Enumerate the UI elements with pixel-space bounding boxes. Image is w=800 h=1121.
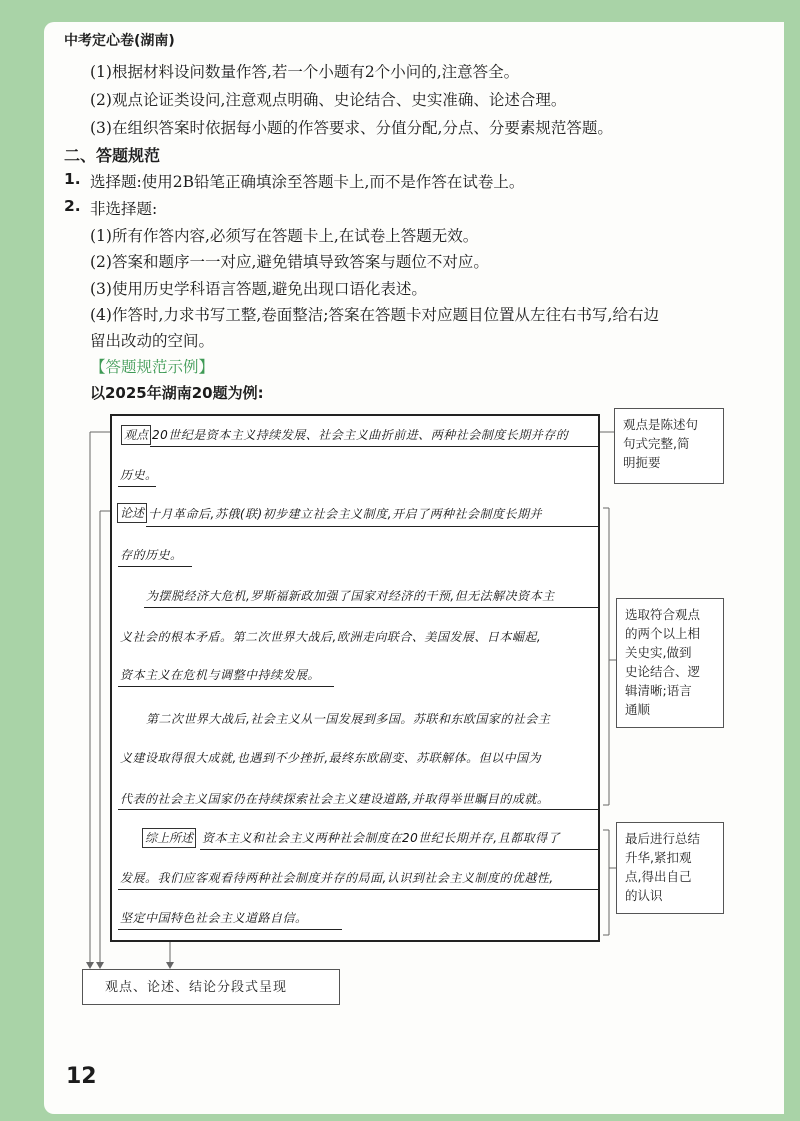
tag-conclusion: 综上所述 bbox=[142, 828, 196, 848]
example-intro: 以2025年湖南20题为例: bbox=[90, 384, 264, 402]
underline bbox=[118, 566, 192, 567]
text-line: (1)所有作答内容,必须写在答题卡上,在试卷上答题无效。 bbox=[90, 227, 479, 245]
note-line: 句式完整,简 bbox=[623, 436, 690, 451]
underline bbox=[150, 446, 598, 447]
answer-line: 义建设取得很大成就,也遇到不少挫折,最终东欧剧变、苏联解体。但以中国为 bbox=[120, 751, 542, 765]
section-heading: 二、答题规范 bbox=[64, 146, 161, 165]
text-line: 留出改动的空间。 bbox=[90, 332, 215, 350]
underline bbox=[118, 929, 342, 930]
page-header: 中考定心卷(湖南) bbox=[64, 33, 175, 49]
text-line: (2)观点论证类设问,注意观点明确、史论结合、史实准确、论述合理。 bbox=[90, 91, 567, 109]
tag-argument: 论述 bbox=[117, 503, 147, 523]
underline bbox=[144, 607, 598, 608]
underline bbox=[118, 486, 156, 487]
answer-line: 历史。 bbox=[120, 468, 158, 482]
underline bbox=[118, 889, 598, 890]
answer-line: 十月革命后,苏俄(联)初步建立社会主义制度,开启了两种社会制度长期并 bbox=[148, 507, 542, 521]
note-line: 升华,紧扣观 bbox=[625, 850, 692, 865]
text-line: 非选择题: bbox=[90, 200, 158, 218]
text-line: (3)在组织答案时依据每小题的作答要求、分值分配,分点、分要素规范答题。 bbox=[90, 119, 613, 137]
note-line: 的认识 bbox=[625, 888, 663, 903]
answer-line: 资本主义和社会主义两种社会制度在20世纪长期并存,且都取得了 bbox=[202, 831, 561, 845]
answer-line: 资本主义在危机与调整中持续发展。 bbox=[120, 668, 321, 682]
tag-viewpoint: 观点 bbox=[121, 425, 151, 445]
text-line: (1)根据材料设问数量作答,若一个小题有2个小问的,注意答全。 bbox=[90, 63, 520, 81]
structure-note: 观点、论述、结论分段式呈现 bbox=[82, 969, 340, 1005]
underline bbox=[118, 809, 598, 810]
note-line: 选取符合观点 bbox=[625, 607, 701, 622]
note-line: 的两个以上相 bbox=[625, 626, 701, 641]
underline bbox=[146, 526, 598, 527]
note-argument bbox=[616, 598, 724, 728]
answer-line: 存的历史。 bbox=[120, 548, 183, 562]
example-title: 【答题规范示例】 bbox=[90, 358, 215, 376]
item-number: 2. bbox=[64, 197, 81, 215]
note-line: 关史实,做到 bbox=[625, 645, 692, 660]
note-conclusion bbox=[616, 822, 724, 914]
note-line: 辑清晰;语言 bbox=[625, 683, 692, 698]
item-number: 1. bbox=[64, 170, 81, 188]
text-line: (2)答案和题序一一对应,避免错填导致答案与题位不对应。 bbox=[90, 253, 489, 271]
note-line: 最后进行总结 bbox=[625, 831, 701, 846]
answer-line: 义社会的根本矛盾。第二次世界大战后,欧洲走向联合、美国发展、日本崛起, bbox=[120, 630, 542, 644]
answer-line: 20世纪是资本主义持续发展、社会主义曲折前进、两种社会制度长期并存的 bbox=[152, 428, 569, 442]
underline bbox=[200, 849, 598, 850]
underline bbox=[118, 686, 334, 687]
note-line: 明扼要 bbox=[623, 455, 661, 470]
text-line: (3)使用历史学科语言答题,避免出现口语化表述。 bbox=[90, 280, 427, 298]
answer-line: 坚定中国特色社会主义道路自信。 bbox=[120, 911, 308, 925]
note-line: 史论结合、逻 bbox=[625, 664, 701, 679]
text-line: 选择题:使用2B铅笔正确填涂至答题卡上,而不是作答在试卷上。 bbox=[90, 173, 525, 191]
note-line: 通顺 bbox=[625, 702, 651, 717]
answer-line: 发展。我们应客观看待两种社会制度并存的局面,认识到社会主义制度的优越性, bbox=[120, 871, 554, 885]
answer-line: 为摆脱经济大危机,罗斯福新政加强了国家对经济的干预,但无法解决资本主 bbox=[146, 589, 555, 603]
note-viewpoint bbox=[614, 408, 724, 484]
page-number: 12 bbox=[66, 1064, 97, 1089]
answer-line: 代表的社会主义国家仍在持续探索社会主义建设道路,并取得举世瞩目的成就。 bbox=[120, 792, 550, 806]
note-line: 点,得出自己 bbox=[625, 869, 692, 884]
answer-line: 第二次世界大战后,社会主义从一国发展到多国。苏联和东欧国家的社会主 bbox=[146, 712, 551, 726]
text-line: (4)作答时,力求书写工整,卷面整洁;答案在答题卡对应题目位置从左往右书写,给右边 bbox=[90, 306, 659, 324]
note-line: 观点是陈述句 bbox=[623, 417, 699, 432]
